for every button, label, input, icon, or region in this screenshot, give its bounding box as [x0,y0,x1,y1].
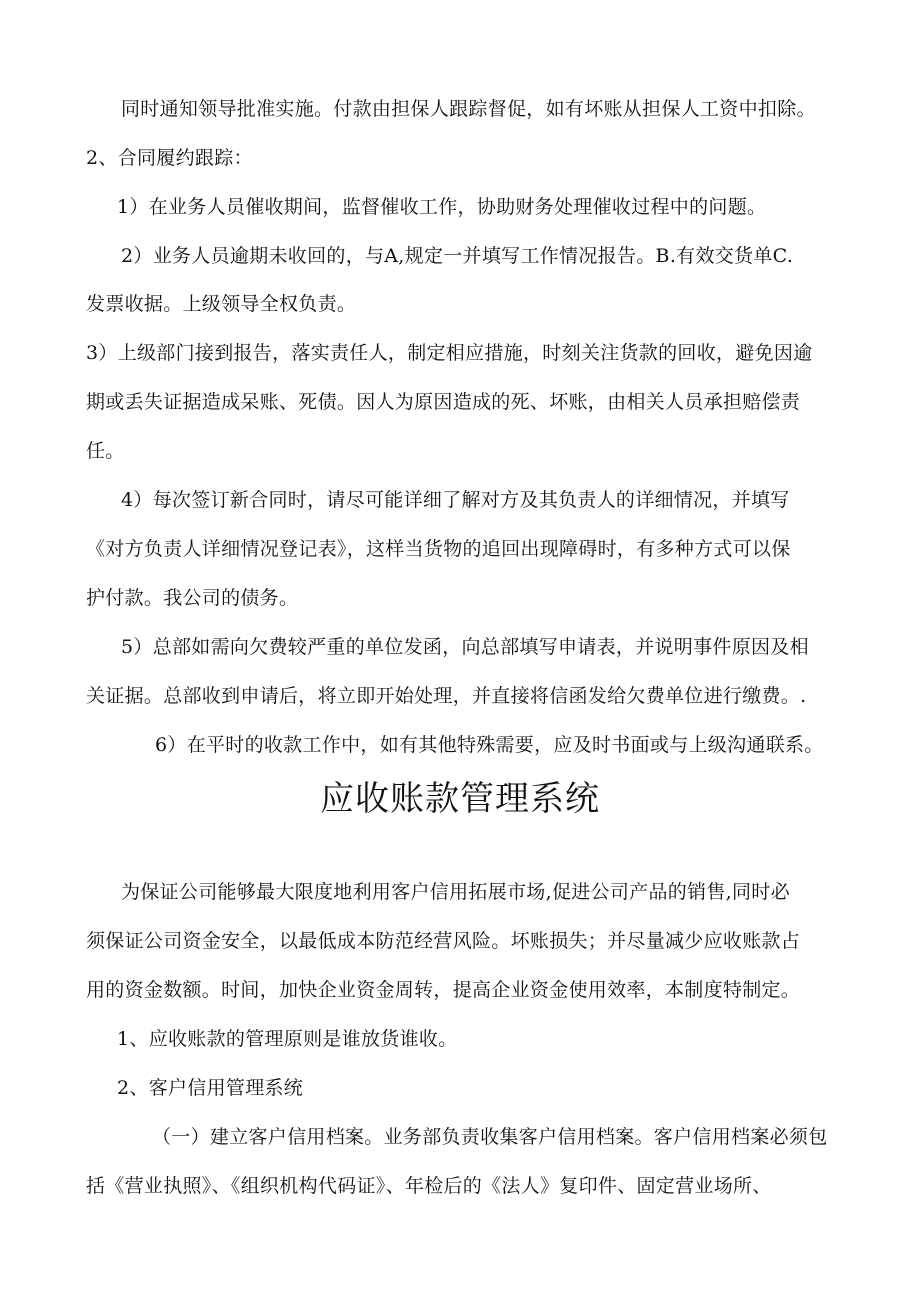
text-line: 2、合同履约跟踪： [86,147,253,169]
text-line: 1、应收账款的管理原则是谁放货谁收。 [117,1028,458,1050]
text-line: 须保证公司资金安全，以最低成本防范经营风险。坏账损失；并尽量减少应收账款占 [86,930,801,952]
text-line: 护付款。我公司的债务。 [86,587,299,609]
text-line: 2）业务人员逾期未收回的，与A,规定一并填写工作情况报告。B.有效交货单C. [121,245,794,267]
text-line: 用的资金数额。时间，加快企业资金周转，提高企业资金使用效率，本制度特制定。 [86,979,801,1001]
text-line: 任。 [86,440,125,462]
text-line: 4）每次签订新合同时，请尽可能详细了解对方及其负责人的详细情况，并填写 [121,489,790,511]
text-line: 括《营业执照》、《组织机构代码证》、年检后的《法人》复印件、固定营业场所、 [86,1175,772,1197]
page-title: 应收账款管理系统 [320,779,600,819]
text-line: 期或丢失证据造成呆账、死债。因人为原因造成的死、坏账，由相关人员承担赔偿责 [86,391,801,413]
text-line: 5）总部如需向欠费较严重的单位发函，向总部填写申请表，并说明事件原因及相 [121,636,809,658]
text-line: 《对方负责人详细情况登记表》，这样当货物的追回出现障碍时，有多种方式可以保 [86,538,791,560]
text-line: 为保证公司能够最大限度地利用客户信用拓展市场,促进公司产品的销售,同时必 [121,881,790,903]
text-line: 2、客户信用管理系统 [117,1077,304,1099]
text-line: 发票收据。上级领导全权负责。 [86,293,357,315]
text-line: 3）上级部门接到报告，落实责任人，制定相应措施，时刻关注货款的回收，避免因逾 [86,342,813,364]
text-line: 同时通知领导批准实施。付款由担保人跟踪督促，如有坏账从担保人工资中扣除。 [121,98,816,120]
text-line: 关证据。总部收到申请后，将立即开始处理，并直接将信函发给欠费单位进行缴费。. [86,685,807,707]
text-line: 6）在平时的收款工作中，如有其他特殊需要，应及时书面或与上级沟通联系。 [155,734,824,756]
text-line: （一）建立客户信用档案。业务部负责收集客户信用档案。客户信用档案必须包 [152,1126,828,1148]
text-line: 1）在业务人员催收期间，监督催收工作，协助财务处理催收过程中的问题。 [117,196,767,218]
